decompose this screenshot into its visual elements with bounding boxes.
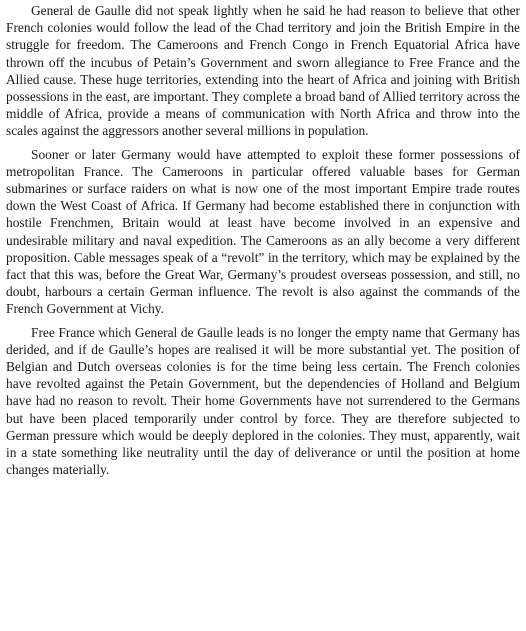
paragraph-1: General de Gaulle did not speak lightly when he said he had reason to believe that other French colonies would follow the lead of the Chad territory and join the British Empire in the struggle for freedom. The Cameroons and French Congo in French Equatorial Africa have thrown off the incubus of Petain’s Government and sworn allegiance to Free France and the Allied cause. These huge territories, extending into the heart of Africa and joining with British possessions in the east, are important. They complete a broad band of Allied territory across the middle of Africa, provide a means of communication with North Africa and throw into the scales against the aggressors another several millions in population. [6,3,520,139]
paragraph-2: Sooner or later Germany would have attempted to exploit these former possessions of metropolitan France. The Cameroons in particular offered valuable bases for German submarines or surface raiders on what is now one of the most important Empire trade routes down the West Coast of Africa. If Germany had become established there in conjunction with hostile Frenchmen, Britain would at least have become involved in an expensive and undesirable military and naval expedition. The Cameroons as an ally become a very different proposition. Cable messages speak of a “revolt” in the territory, which may be explained by the fact that this was, before the Great War, Germany’s proudest overseas possession, and still, no doubt, harbours a certain German influence. The revolt is also against the commands of the French Government at Vichy. [6,146,520,317]
paragraph-3: Free France which General de Gaulle leads is no longer the empty name that Germany has derided, and if de Gaulle’s hopes are realised it will be more substantial yet. The position of Belgian and Dutch overseas colonies is for the time being less certain. The French colonies have revolted against the Petain Government, but the dependencies of Holland and Belgium have had no reason to revolt. Their home Governments have not surrendered to the Germans but have been placed temporarily under control by force. They are therefore subjected to German pressure which would be deeply deplored in the colonies. They must, apparently, wait in a state something like neutrality until the day of deliverance or until the position at home changes materially. [6,324,520,478]
